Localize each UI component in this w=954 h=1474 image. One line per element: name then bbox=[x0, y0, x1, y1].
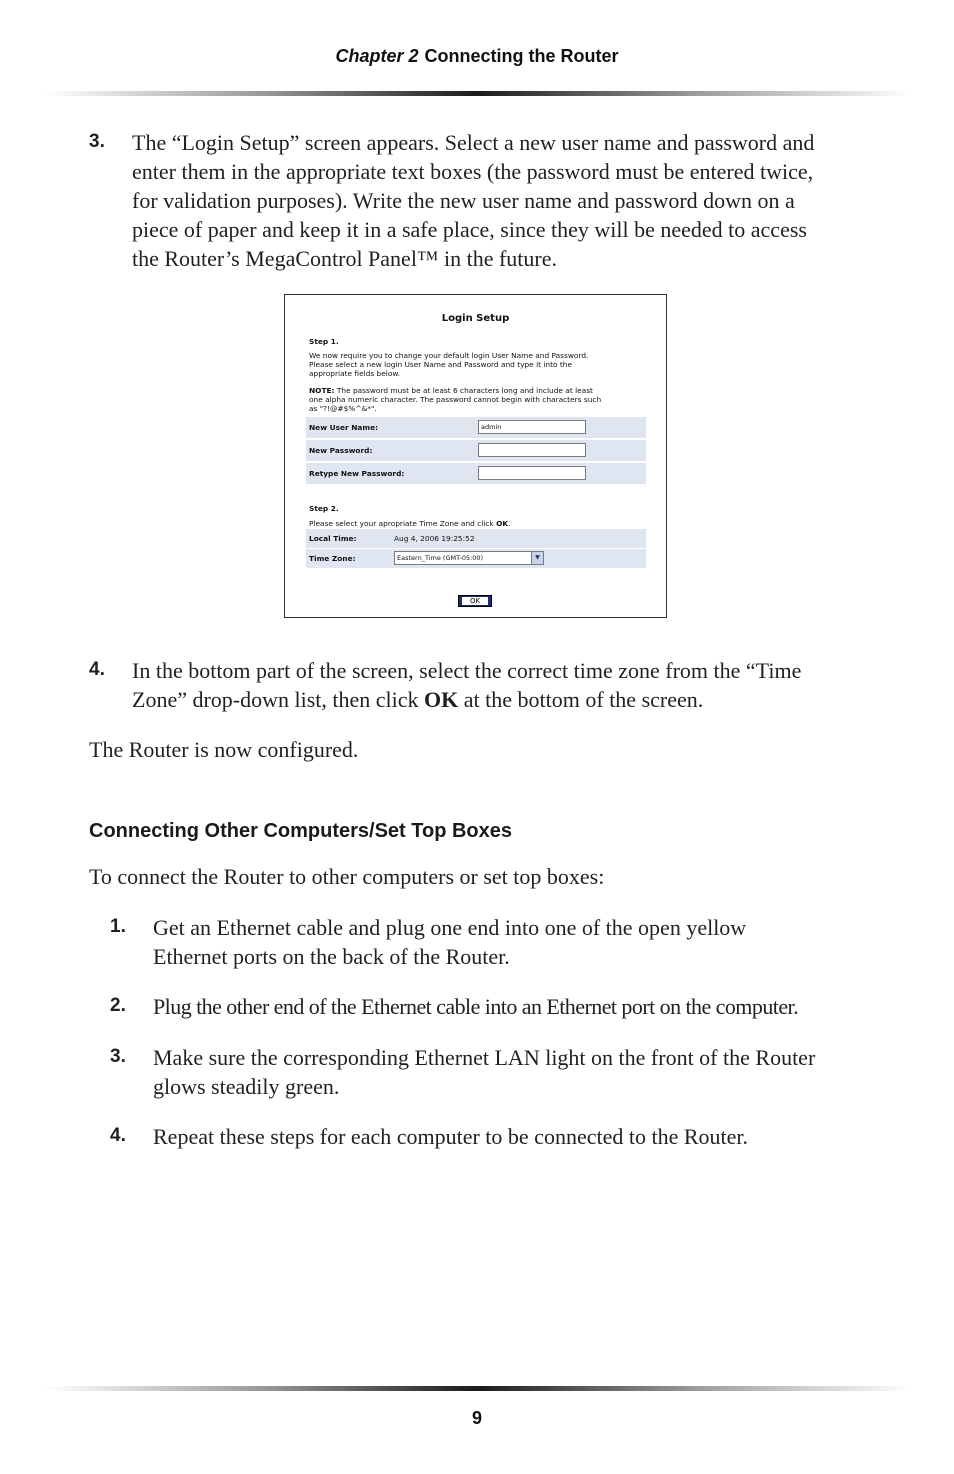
text-line: The “Login Setup” screen appears. Select a new user name and password and bbox=[132, 130, 815, 155]
step-number: 1. bbox=[110, 916, 126, 937]
text-line: Zone” drop-down list, then click OK at the bottom of the screen. bbox=[132, 687, 704, 712]
ok-button[interactable]: OK bbox=[458, 595, 492, 607]
field-label: Retype New Password: bbox=[309, 469, 405, 478]
time-zone-value: Eastern_Time (GMT-05:00) bbox=[397, 554, 484, 562]
text-line: for validation purposes). Write the new user name and password down on a bbox=[132, 188, 795, 213]
new-password-input[interactable] bbox=[478, 443, 586, 457]
new-user-name-row bbox=[306, 417, 646, 439]
connect-step-1 bbox=[153, 913, 893, 971]
section-heading: Connecting Other Computers/Set Top Boxes bbox=[89, 820, 512, 842]
login-setup-title: Login Setup bbox=[441, 313, 510, 324]
step-number: 2. bbox=[110, 995, 126, 1016]
chapter-title: Connecting the Router bbox=[424, 46, 619, 66]
text-line: Ethernet ports on the back of the Router. bbox=[153, 944, 510, 969]
text-line: Get an Ethernet cable and plug one end into one of the open yellow bbox=[153, 915, 747, 940]
step1-label: Step 1. bbox=[309, 337, 339, 346]
time-zone-label: Time Zone: bbox=[309, 554, 356, 563]
step-number: 4. bbox=[110, 1125, 126, 1146]
local-time-value: Aug 4, 2006 19:25:52 bbox=[394, 534, 475, 543]
note-label: NOTE: bbox=[309, 386, 335, 395]
text-line: Make sure the corresponding Ethernet LAN light on the front of the Router bbox=[153, 1045, 816, 1070]
page-number: 9 bbox=[471, 1408, 482, 1428]
step-number: 4. bbox=[89, 659, 105, 680]
text-line: piece of paper and keep it in a safe place, since they will be needed to access bbox=[132, 217, 807, 242]
field-label: New Password: bbox=[309, 446, 373, 455]
retype-password-input[interactable] bbox=[478, 466, 586, 480]
login-setup-screenshot bbox=[284, 294, 667, 618]
step-number: 3. bbox=[89, 131, 105, 152]
time-zone-row bbox=[306, 549, 646, 569]
connect-step-3 bbox=[153, 1043, 893, 1101]
time-zone-select[interactable] bbox=[394, 551, 544, 565]
step2-text: Please select your apropriate Time Zone and click OK. bbox=[309, 519, 511, 528]
ok-emphasis: OK bbox=[424, 687, 459, 712]
chevron-down-icon[interactable]: ▼ bbox=[531, 552, 543, 564]
text-line: Repeat these steps for each computer to be connected to the Router. bbox=[153, 1124, 749, 1149]
connect-step-2 bbox=[153, 992, 913, 1021]
section-intro: To connect the Router to other computers or set top boxes: bbox=[89, 864, 605, 889]
running-header bbox=[0, 46, 954, 67]
text-line: glows steadily green. bbox=[153, 1074, 340, 1099]
step2-label: Step 2. bbox=[309, 504, 339, 513]
connect-step-4 bbox=[153, 1122, 893, 1151]
configured-text: The Router is now configured. bbox=[89, 737, 359, 762]
text-line: Plug the other end of the Ethernet cable into an Ethernet port on the computer. bbox=[153, 994, 799, 1019]
header-rule bbox=[44, 91, 910, 96]
step-3-text bbox=[132, 128, 872, 273]
password-note: NOTE: The password must be at least 6 characters long and include at least one alpha numeric character. The password cannot begin with characters such as "?!@#$%^&*". bbox=[309, 386, 602, 413]
text-line: In the bottom part of the screen, select the correct time zone from the “Time bbox=[132, 658, 802, 683]
step-number: 3. bbox=[110, 1046, 126, 1067]
field-label: New User Name: bbox=[309, 423, 379, 432]
retype-password-row bbox=[306, 463, 646, 485]
new-password-row bbox=[306, 440, 646, 462]
text-line: enter them in the appropriate text boxes (the password must be entered twice, bbox=[132, 159, 814, 184]
footer-rule bbox=[44, 1386, 910, 1391]
step1-intro: We now require you to change your default login User Name and Password. Please select a new login User Name and Password and type it into the appropriate fields below. bbox=[309, 351, 589, 378]
local-time-label: Local Time: bbox=[309, 534, 357, 543]
step-4-text bbox=[132, 656, 872, 714]
text-line: the Router’s MegaControl Panel™ in the future. bbox=[132, 246, 558, 271]
chapter-label: Chapter 2 bbox=[335, 46, 419, 66]
local-time-row bbox=[306, 529, 646, 549]
new-user-name-input[interactable]: admin bbox=[478, 420, 586, 434]
